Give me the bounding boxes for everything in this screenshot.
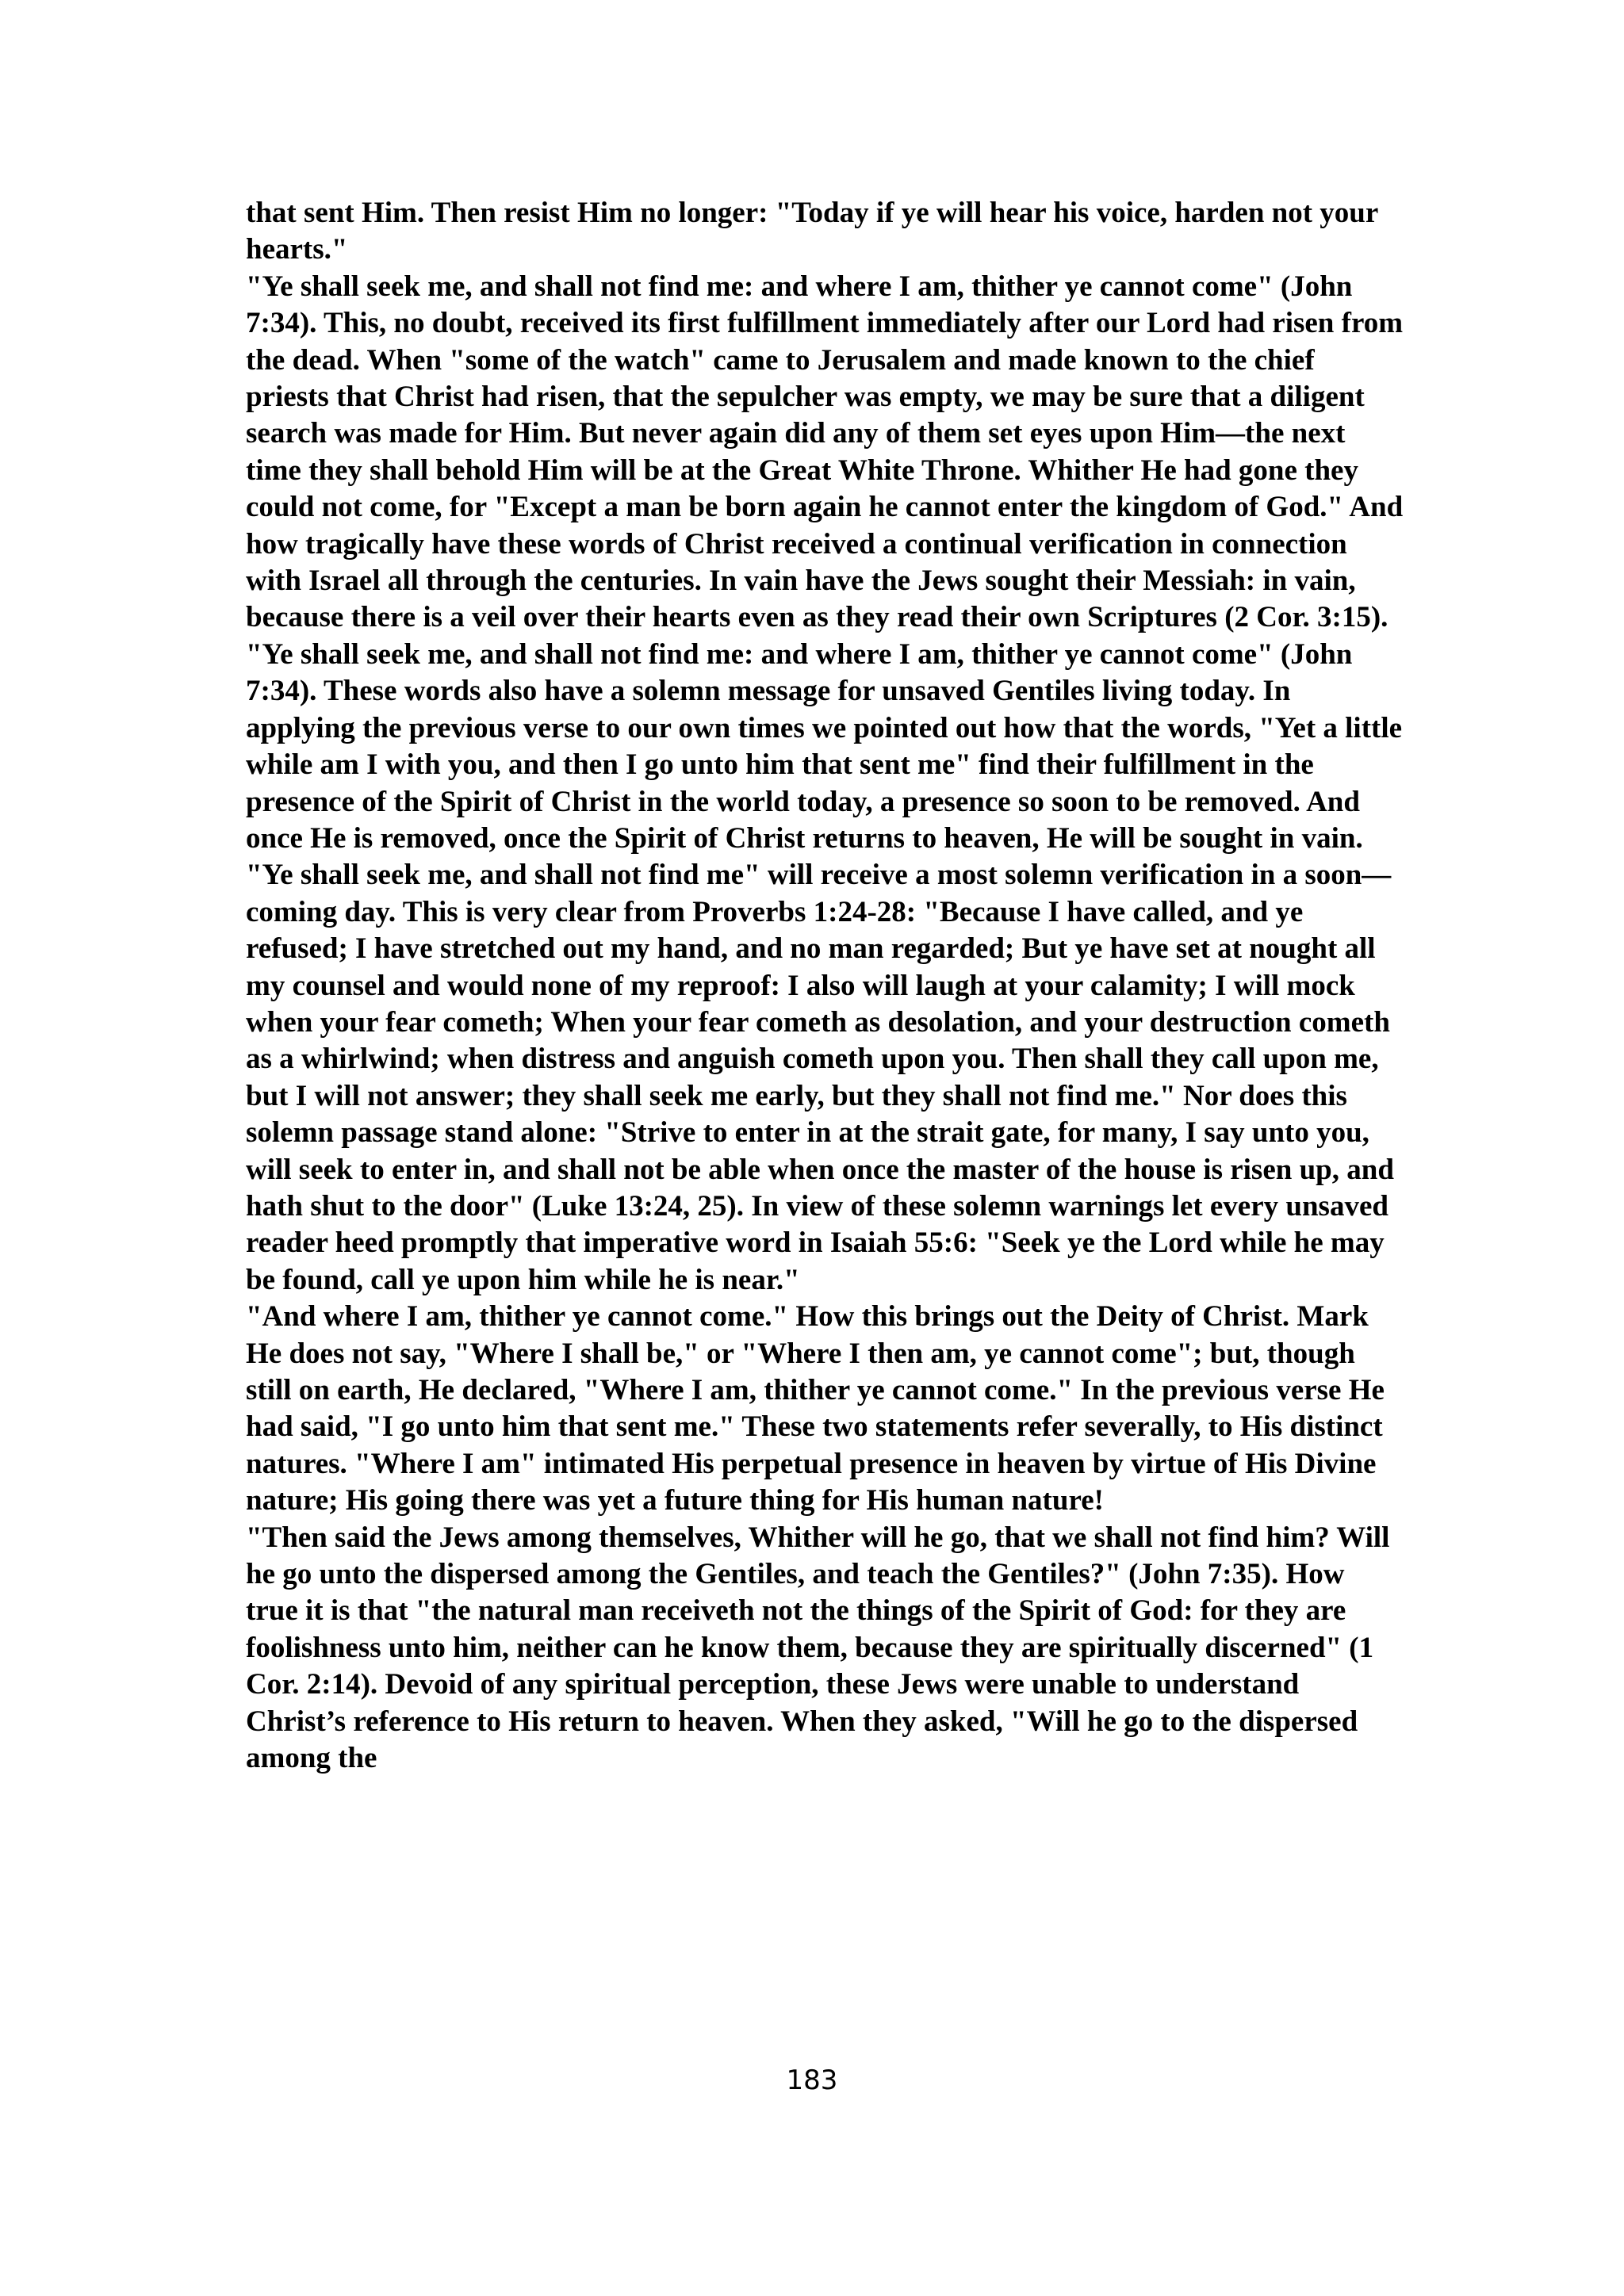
body-text [246, 195, 1404, 1777]
page-number: 183 [786, 2064, 838, 2096]
paragraph-3: "Ye shall seek me, and shall not find me: and where I am, thither ye cannot come" (John 7:34). These words also have a solemn message for unsaved Gentiles living today. In applying the previous verse to our own times we pointed out how that the words, "Yet a little while am I with you, and then I go unto him that sent me" find their fulfillment in the presence of the Spirit of Christ in the world today, a presence so soon to be removed. And once He is removed, once the Spirit of Christ returns to heaven, He will be sought in vain. "Ye shall seek me, and shall not find me" will receive a most solemn verification in a soon—coming day. This is very clear from Proverbs 1:24-28: "Because I have called, and ye refused; I have stretched out my hand, and no man regarded; But ye have set at nought all my counsel and would none of my reproof: I also will laugh at your calamity; I will mock when your fear cometh; When your fear cometh as desolation, and your destruction cometh as a whirlwind; when distress and anguish cometh upon you. Then shall they call upon me, but I will not answer; they shall seek me early, but they shall not find me." Nor does this solemn passage stand alone: "Strive to enter in at the strait gate, for many, I say unto you, will seek to enter in, and shall not be able when once the master of the house is risen up, and hath shut to the door" (Luke 13:24, 25). In view of these solemn warnings let every unsaved reader heed promptly that imperative word in Isaiah 55:6: "Seek ye the Lord while he may be found, call ye upon him while he is near." [246, 637, 1403, 1296]
paragraph-1: that sent Him. Then resist Him no longer: "Today if ye will hear his voice, harden not your hearts." [246, 197, 1378, 266]
paragraph-4: "And where I am, thither ye cannot come." How this brings out the Deity of Christ. Mark He does not say, "Where I shall be," or "Where I then am, ye cannot come"; but, though still on earth, He declared, "Where I am, thither ye cannot come." In the previous verse He had said, "I go unto him that sent me." These two statements refer severally, to His distinct natures. "Where I am" intimated His perpetual presence in heaven by virtue of His Divine nature; His going there was yet a future thing for His human nature! [246, 1300, 1385, 1517]
paragraph-5: "Then said the Jews among themselves, Whither will he go, that we shall not find him? Will he go unto the dispersed among the Gentiles, and teach the Gentiles?" (John 7:35). How true it is that "the natural man receiveth not the things of the Spirit of God: for they are foolishness unto him, neither can he know them, because they are spiritually discerned" (1 Cor. 2:14). Devoid of any spiritual perception, these Jews were unable to understand Christ’s reference to His return to heaven. When they asked, "Will he go to the dispersed among the [246, 1521, 1390, 1775]
paragraph-2: "Ye shall seek me, and shall not find me: and where I am, thither ye cannot come" (John 7:34). This, no doubt, received its first fulfillment immediately after our Lord had risen from the dead. When "some of the watch" came to Jerusalem and made known to the chief priests that Christ had risen, that the sepulcher was empty, we may be sure that a diligent search was made for Him. But never again did any of them set eyes upon Him—the next time they shall behold Him will be at the Great White Throne. Whither He had gone they could not come, for "Except a man be born again he cannot enter the kingdom of God." And how tragically have these words of Christ received a continual verification in connection with Israel all through the centuries. In vain have the Jews sought their Messiah: in vain, because there is a veil over their hearts even as they read their own Scriptures (2 Cor. 3:15). [246, 270, 1404, 634]
